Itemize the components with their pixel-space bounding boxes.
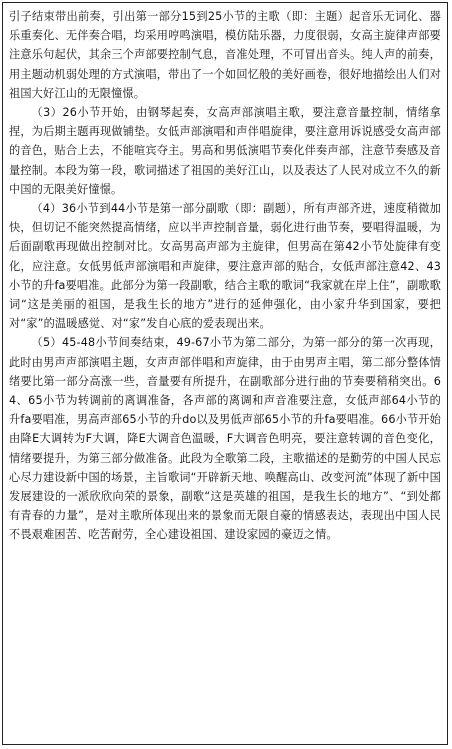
paragraph-section-3: （3）26小节开始，由钢琴起奏，女高声部演唱主歌，要注意音量控制，情绪拿捏，为后期主题再现做铺垫。女低声部演唱和声伴唱旋律，要注意用诉说感受女高声部的音色，贴合上去，不能喧宾夺主。男高和男低演唱节奏化伴奏声部，注意节奏感及音量控制。本段为第一段，歌词描述了祖国的美好江山，以及表达了人民对成立不久的新中国的无限美好憧憬。 (9, 106, 441, 196)
document-page (2, 2, 448, 745)
paragraph-section-4: （4）36小节到44小节是第一部分副歌（即：副题），所有声部齐进，速度稍微加快，但切记不能突然提高情绪，应以半声控制音量，弱化进行曲节奏，要唱得温暖，为后面副歌再现做出控制对比。女高男高声部为主旋律，但男高在第42小节处旋律有变化，应注意。女低男低声部演唱和声旋律，要注意声部的贴合，女低声部注意42、43小节的升fa要唱准。此部分为第一段副歌，结合主歌的歌词“我家就在岸上住”，副歌歌词“这是美丽的祖国，是我生长的地方”进行的延伸强化，由小家升华到国家，要把对“家”的温暖感觉、对“家”发自心底的爱表现出来。 (9, 202, 441, 331)
paragraph-section-5: （5）45-48小节间奏结束，49-67小节为第二部分，为第一部分的第一次再现，此时由男声声部演唱主题，女声声部伴唱和声旋律，由于由男声主唱，第二部分整体情绪要比第一部分高涨一些，音量要有所提升，在副歌部分进行曲的节奏要稍稍突出。64、65小节为转调前的离调准备，各声部的离调和声音准要注意，女低声部64小节的升fa要唱准，男高声部65小节的升do以及男低声部65小节的升fa要唱准。66小节开始由降E大调转为F大调，降E大调音色温暖，F大调音色明亮，要注意转调的音色变化，情绪要提升，为第三部分做准备。此段为全歌第二段，主歌描述的是勤劳的中国人民忘心尽力建设新中国的场景，主旨歌词“开辟新天地、唤醒高山、改变河流”体现了新中国发展建设的一派欣欣向荣的景象，副歌“这是英雄的祖国，是我生长的地方”、“到处都有青春的力量”，是对主歌所体现出来的景象而无限自豪的情感表达，表现出中国人民不畏艰难困苦、吃苦耐劳，全心建设祖国、建设家园的豪迈之情。 (9, 336, 441, 542)
paragraph-intro-continuation: 引子结束带出前奏，引出第一部分15到25小节的主歌（即：主题）起音乐无词化、器乐重奏化、无伴奏合唱，均采用哼鸣演唱，模仿陆乐器，力度很弱，女高主旋律声部要注意乐句起伏，其余三个声部要控制气息，音准处理，不可冒出音头。纯人声的前奏，用主题动机弱处理的方式演唱，带出了一个如回忆般的美好画卷，很好地描绘出人们对祖国大好江山的无限憧憬。 (9, 10, 441, 100)
